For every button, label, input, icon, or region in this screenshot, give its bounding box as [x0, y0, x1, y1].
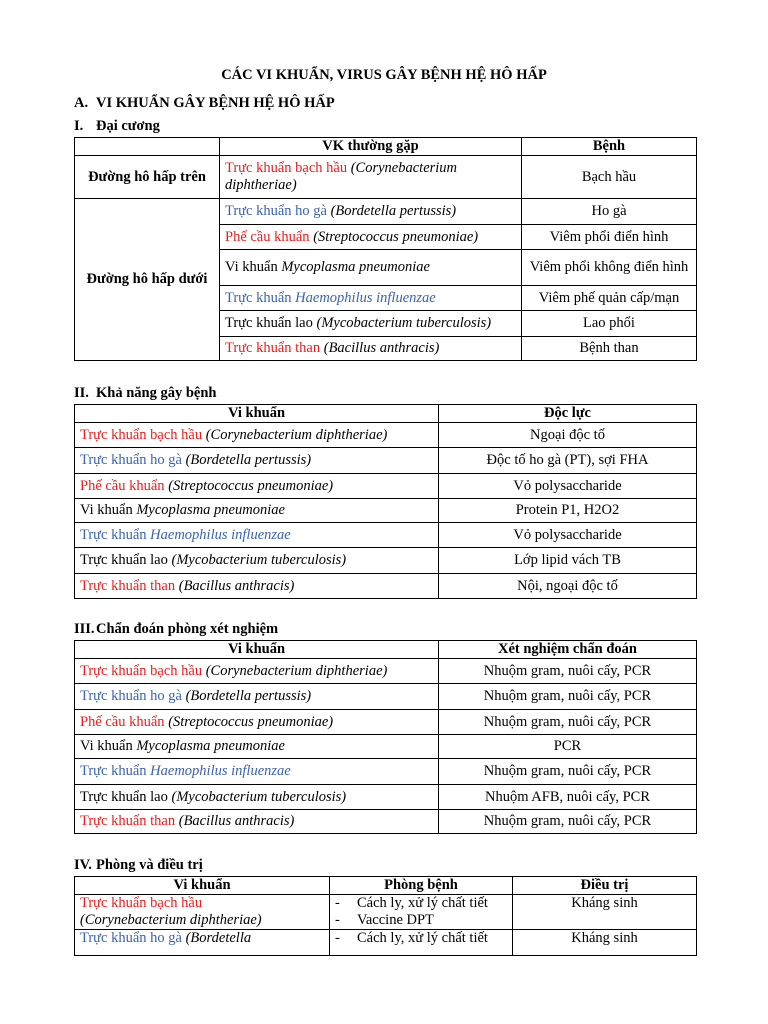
bacteria-name: Trực khuẩn lao: [80, 788, 168, 805]
scientific-name: Mycoplasma pneumoniae: [136, 502, 285, 518]
scientific-name: (Streptococcus pneumoniae): [313, 228, 479, 245]
diagnosis-cell: Nhuộm gram, nuôi cấy, PCR: [439, 810, 697, 834]
scientific-name: (Bacillus anthracis): [178, 577, 295, 594]
bacteria-cell: [75, 785, 439, 810]
bacteria-name: Trực khuẩn ho gà: [80, 688, 182, 704]
bacteria-cell: [75, 710, 439, 735]
section-3-text: Chẩn đoán phòng xét nghiệm: [96, 621, 279, 637]
header-common-bacteria: VK thường gặp: [220, 138, 522, 156]
diagnosis-cell: Nhuộm gram, nuôi cấy, PCR: [439, 710, 697, 735]
document-title: CÁC VI KHUẨN, VIRUS GÂY BỆNH HỆ HÔ HẤP: [221, 67, 547, 83]
bacteria-name: Trực khuẩn bạch hầu: [225, 160, 348, 176]
group-lower-respiratory: Đường hô hấp dưới: [75, 199, 220, 361]
virulence-cell: Độc tố ho gà (PT), sợi FHA: [439, 448, 697, 474]
bacteria-cell: [75, 474, 439, 499]
bacteria-cell: [75, 895, 330, 930]
prevention-item: [335, 895, 507, 912]
virulence-cell: Vỏ polysaccharide: [439, 474, 697, 499]
section-1-number: I.: [74, 118, 84, 134]
scientific-name: (Mycobacterium tuberculosis): [316, 315, 492, 331]
bacteria-name: Trực khuẩn than: [225, 340, 321, 356]
bacteria-cell: [75, 523, 439, 548]
bacteria-name: Trực khuẩn than: [80, 813, 176, 829]
bacteria-name: Trực khuẩn ho gà: [225, 203, 327, 219]
diagnosis-cell: Nhuộm gram, nuôi cấy, PCR: [439, 684, 697, 710]
disease-cell: Bệnh than: [522, 337, 697, 361]
bacteria-cell: [75, 548, 439, 574]
disease-cell: Viêm phế quản cấp/mạn: [522, 286, 697, 311]
disease-cell: Lao phổi: [522, 311, 697, 337]
bacteria-cell: [220, 225, 522, 250]
virulence-cell: Protein P1, H2O2: [439, 499, 697, 523]
diagnosis-cell: PCR: [439, 735, 697, 759]
bacteria-name: Trực khuẩn bạch hầu: [80, 426, 203, 443]
bacteria-cell: [220, 311, 522, 337]
bacteria-cell: [75, 684, 439, 710]
part-a-number: A.: [74, 95, 89, 111]
section-3-number: III.: [74, 621, 95, 637]
bacteria-name: Phế cầu khuẩn: [80, 477, 165, 494]
bacteria-name: Trực khuẩn bạch hầu: [80, 895, 203, 911]
dash-bullet: -: [335, 895, 340, 911]
prevention-text: Vaccine DPT: [357, 912, 434, 928]
diagnosis-cell: Nhuộm gram, nuôi cấy, PCR: [439, 759, 697, 785]
virulence-cell: Lớp lipid vách TB: [439, 548, 697, 574]
prevention-cell: [330, 895, 513, 930]
bacteria-cell: [75, 735, 439, 759]
scientific-name: (Streptococcus pneumoniae): [168, 477, 334, 494]
disease-cell: Ho gà: [522, 199, 697, 225]
prevention-item: [335, 912, 507, 929]
prevention-text: Cách ly, xử lý chất tiết: [357, 930, 488, 946]
disease-cell: Viêm phổi điển hình: [522, 225, 697, 250]
bacteria-name: Trực khuẩn lao: [80, 552, 168, 568]
prevention-text: Cách ly, xử lý chất tiết: [357, 895, 488, 911]
treatment-cell: Kháng sinh: [513, 895, 697, 930]
section-2-heading: [74, 385, 216, 402]
header-diagnostic-test: Xét nghiệm chẩn đoán: [439, 641, 697, 659]
bacteria-name: Trực khuẩn bạch hầu: [80, 662, 203, 679]
disease-cell: Bạch hầu: [522, 156, 697, 199]
bacteria-name: Vi khuẩn: [80, 502, 133, 518]
scientific-name: (Bacillus anthracis): [323, 340, 440, 356]
scientific-name: Haemophilus influenzae: [150, 763, 291, 779]
bacteria-name: Trực khuẩn: [80, 763, 147, 779]
prevention-treatment-table: [74, 876, 697, 956]
header-bacteria: Vi khuẩn: [75, 641, 439, 659]
section-3-heading: [74, 621, 278, 638]
bacteria-cell: [220, 156, 522, 199]
header-bacteria: Vi khuẩn: [75, 405, 439, 423]
scientific-name: (Corynebacterium diphtheriae): [80, 912, 262, 928]
prevention-cell: [330, 930, 513, 956]
bacteria-name: Trực khuẩn ho gà: [80, 452, 182, 468]
diagnosis-table: [74, 640, 697, 834]
section-2-text: Khả năng gây bệnh: [96, 385, 217, 401]
scientific-name: (Mycobacterium tuberculosis): [171, 788, 347, 805]
bacteria-cell: [75, 659, 439, 684]
bacteria-name: Trực khuẩn ho gà: [80, 930, 182, 946]
dash-bullet: -: [335, 912, 340, 928]
scientific-name: (Mycobacterium tuberculosis): [171, 552, 347, 568]
bacteria-name: Phế cầu khuẩn: [80, 713, 165, 730]
bacteria-cell: [75, 930, 330, 956]
scientific-name: (Bacillus anthracis): [178, 813, 295, 829]
bacteria-name: Trực khuẩn: [225, 289, 292, 306]
header-prevention: Phòng bệnh: [330, 877, 513, 895]
bacteria-cell: [220, 286, 522, 311]
scientific-name: (Corynebacterium diphtheriae): [205, 426, 388, 443]
scientific-name: (Bordetella: [185, 930, 252, 946]
scientific-name: (Corynebacterium diphtheriae): [225, 160, 458, 193]
bacteria-cell: [75, 574, 439, 599]
group-upper-respiratory: Đường hô hấp trên: [75, 156, 220, 199]
bacteria-name: Trực khuẩn: [80, 526, 147, 543]
bacteria-cell: [75, 499, 439, 523]
scientific-name: (Bordetella pertussis): [185, 452, 312, 468]
pathogenicity-table: [74, 404, 697, 599]
bacteria-cell: [75, 448, 439, 474]
dash-bullet: -: [335, 930, 340, 946]
bacteria-name: Trực khuẩn lao: [225, 315, 313, 331]
header-empty: [75, 138, 220, 156]
scientific-name: (Bordetella pertussis): [330, 203, 457, 219]
bacteria-name: Trực khuẩn than: [80, 577, 176, 594]
diagnosis-cell: Nhuộm AFB, nuôi cấy, PCR: [439, 785, 697, 810]
virulence-cell: Ngoại độc tố: [439, 423, 697, 448]
virulence-cell: Vỏ polysaccharide: [439, 523, 697, 548]
prevention-item: [335, 930, 507, 947]
section-4-number: IV.: [74, 857, 92, 873]
scientific-name: Haemophilus influenzae: [150, 526, 291, 543]
treatment-cell: Kháng sinh: [513, 930, 697, 956]
bacteria-cell: [220, 250, 522, 286]
section-1-text: Đại cương: [96, 118, 160, 134]
part-a-text: VI KHUẨN GÂY BỆNH HỆ HÔ HẤP: [96, 95, 335, 111]
scientific-name: (Streptococcus pneumoniae): [168, 713, 334, 730]
bacteria-cell: [75, 759, 439, 785]
part-a-heading: [74, 95, 335, 112]
header-treatment: Điều trị: [513, 877, 697, 895]
section-4-text: Phòng và điều trị: [96, 857, 203, 873]
bacteria-name: Vi khuẩn: [80, 738, 133, 754]
diagnosis-cell: Nhuộm gram, nuôi cấy, PCR: [439, 659, 697, 684]
general-table: [74, 137, 697, 361]
disease-cell: Viêm phổi không điển hình: [522, 250, 697, 286]
bacteria-cell: [220, 199, 522, 225]
bacteria-cell: [75, 423, 439, 448]
header-virulence: Độc lực: [439, 405, 697, 423]
scientific-name: (Corynebacterium diphtheriae): [205, 662, 388, 679]
section-1-heading: [74, 118, 160, 135]
scientific-name: Haemophilus influenzae: [295, 289, 436, 306]
virulence-cell: Nội, ngoại độc tố: [439, 574, 697, 599]
header-bacteria: Vi khuẩn: [75, 877, 330, 895]
scientific-name: Mycoplasma pneumoniae: [281, 259, 430, 275]
bacteria-cell: [220, 337, 522, 361]
bacteria-name: Phế cầu khuẩn: [225, 228, 310, 245]
header-disease: Bệnh: [522, 138, 697, 156]
section-4-heading: [74, 857, 203, 874]
scientific-name: (Bordetella pertussis): [185, 688, 312, 704]
bacteria-cell: [75, 810, 439, 834]
section-2-number: II.: [74, 385, 89, 401]
bacteria-name: Vi khuẩn: [225, 259, 278, 275]
scientific-name: Mycoplasma pneumoniae: [136, 738, 285, 754]
